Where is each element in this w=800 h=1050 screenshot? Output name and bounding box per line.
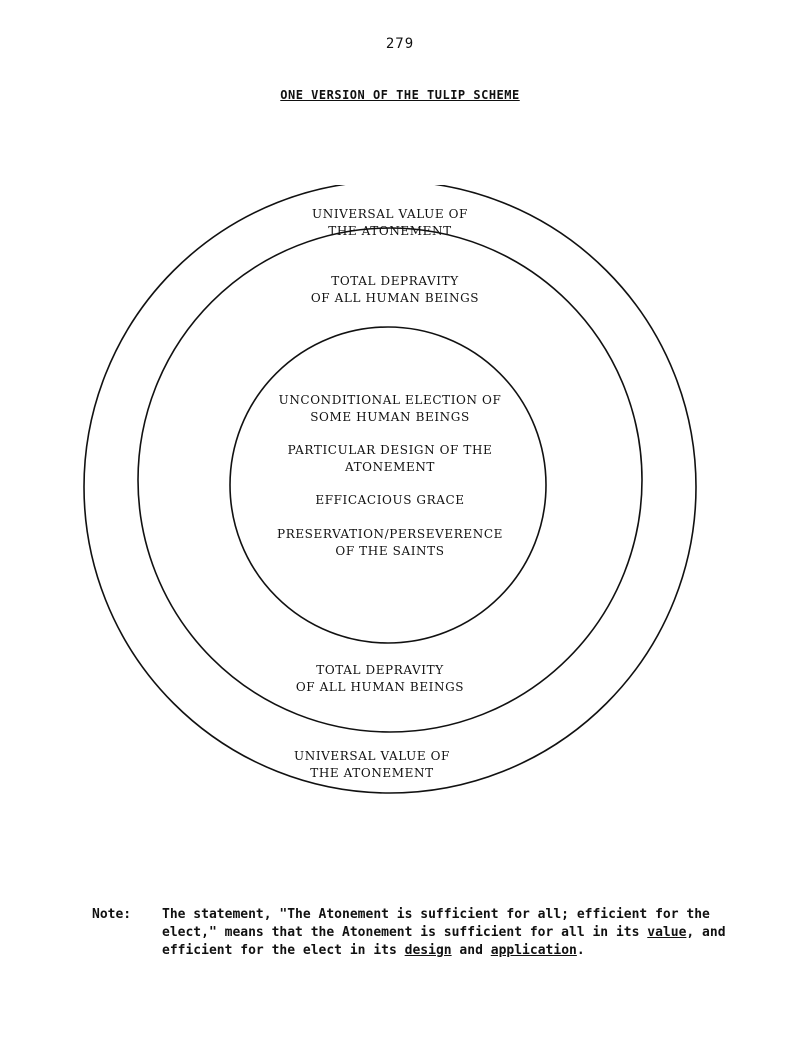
note-part2: , and efficient for the elect in its [162,925,726,958]
middle-ring-bottom-label [230,662,530,696]
middle-top-line2: OF ALL HUMAN BEINGS [310,291,480,305]
outer-ring-bottom-label [222,748,522,782]
inner-circle-items [240,392,540,560]
note-text [162,906,742,960]
outer-top-line2: THE ATONEMENT [328,224,452,238]
inner-item4-line1: PRESERVATION/PERSEVERENCE [277,527,503,541]
inner-item4-line2: OF THE SAINTS [335,544,445,558]
note-value-word: value [647,925,687,940]
inner-item2-line1: PARTICULAR DESIGN OF THE [287,443,493,457]
note-part1: The statement, "The Atonement is sufficient for all; efficient for the elect," means that the Atonement is sufficient for all in its [162,907,710,940]
outer-ring-top-label [240,206,540,240]
inner-item1-line1: UNCONDITIONAL ELECTION OF [278,393,502,407]
middle-bottom-line1: TOTAL DEPRAVITY [316,663,444,677]
note-design-word: design [404,943,452,958]
tulip-diagram [60,185,720,825]
note-label: Note: [92,907,132,922]
inner-item3: EFFICACIOUS GRACE [315,493,465,507]
outer-top-line1: UNIVERSAL VALUE OF [312,207,468,221]
middle-top-line1: TOTAL DEPRAVITY [331,274,459,288]
inner-item2-line2: ATONEMENT [344,460,436,474]
page-title: ONE VERSION OF THE TULIP SCHEME [280,88,520,102]
middle-bottom-line2: OF ALL HUMAN BEINGS [295,680,465,694]
note-application-word: application [490,943,577,958]
outer-bottom-line1: UNIVERSAL VALUE OF [294,749,450,763]
note-part3: and [451,943,491,958]
note-part4: . [576,943,585,958]
outer-bottom-line2: THE ATONEMENT [310,766,434,780]
page-number: 279 [385,36,415,52]
middle-ring-top-label [245,273,545,307]
inner-item1-line2: SOME HUMAN BEINGS [310,410,470,424]
